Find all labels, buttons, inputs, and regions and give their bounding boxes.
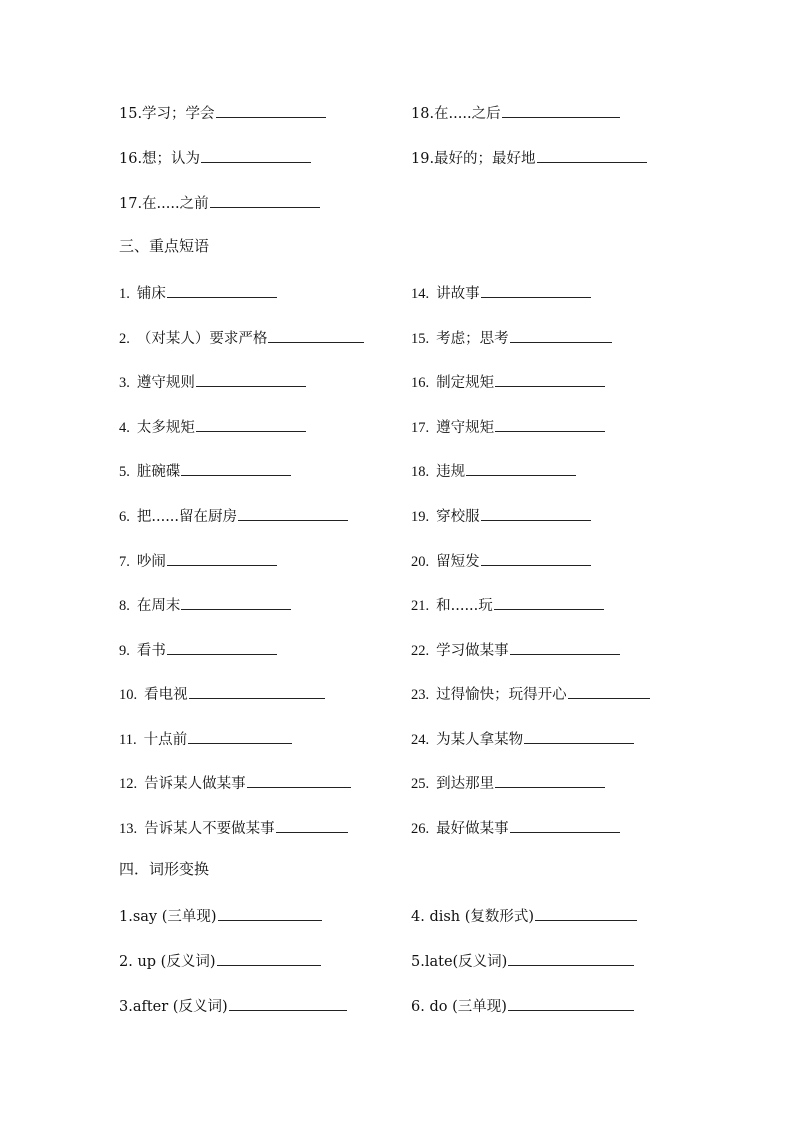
answer-blank[interactable] — [510, 639, 620, 655]
answer-blank[interactable] — [188, 728, 292, 744]
word-form-prompt: 4. dish (复数形式) — [411, 909, 535, 925]
item-number: 22. — [411, 643, 430, 659]
answer-blank[interactable] — [216, 102, 326, 118]
answer-blank[interactable] — [524, 728, 634, 744]
word-form-prompt: 1.say (三单现) — [119, 909, 217, 925]
answer-blank[interactable] — [167, 550, 277, 566]
phrase-prompt: 把......留在厨房 — [136, 509, 238, 525]
item-number: 16. — [411, 375, 430, 391]
answer-blank[interactable] — [196, 371, 306, 387]
item-number: 20. — [411, 554, 430, 570]
word-form-item — [119, 950, 321, 972]
phrase-prompt: 讲故事 — [436, 286, 480, 302]
vocab-prompt: 19.最好的；最好地 — [411, 151, 536, 167]
answer-blank[interactable] — [196, 416, 306, 432]
phrase-item — [119, 550, 277, 572]
answer-blank[interactable] — [481, 550, 591, 566]
answer-blank[interactable] — [167, 282, 277, 298]
phrase-prompt: 脏碗碟 — [136, 464, 181, 480]
phrase-row — [119, 637, 679, 661]
phrase-prompt: （对某人）要求严格 — [136, 331, 268, 347]
phrase-item — [119, 772, 351, 794]
answer-blank[interactable] — [181, 594, 291, 610]
answer-blank[interactable] — [189, 683, 325, 699]
word-form-row — [119, 993, 679, 1017]
phrase-item — [411, 772, 605, 794]
answer-blank[interactable] — [535, 905, 637, 921]
phrase-item — [119, 817, 348, 839]
answer-blank[interactable] — [537, 147, 647, 163]
phrase-prompt: 最好做某事 — [436, 821, 509, 837]
phrase-prompt: 过得愉快；玩得开心 — [436, 687, 567, 703]
phrase-item — [411, 550, 591, 572]
item-number: 3. — [119, 375, 130, 391]
phrase-item — [411, 594, 604, 616]
phrase-prompt: 太多规矩 — [136, 420, 195, 436]
phrase-prompt: 到达那里 — [436, 776, 495, 792]
phrase-item — [411, 416, 605, 438]
phrase-row — [119, 280, 679, 304]
answer-blank[interactable] — [167, 639, 277, 655]
answer-blank[interactable] — [217, 950, 321, 966]
phrase-prompt: 遵守规则 — [136, 375, 195, 391]
item-number: 24. — [411, 732, 430, 748]
phrase-item — [411, 460, 576, 482]
phrase-item — [411, 371, 605, 393]
vocab-item — [411, 147, 647, 169]
phrase-row — [119, 414, 679, 438]
phrase-prompt: 留短发 — [436, 554, 480, 570]
vocab-item — [119, 147, 311, 169]
word-form-row — [119, 948, 679, 972]
phrase-prompt: 和......玩 — [436, 598, 493, 614]
answer-blank[interactable] — [181, 460, 291, 476]
item-number: 19. — [411, 509, 430, 525]
answer-blank[interactable] — [508, 950, 634, 966]
answer-blank[interactable] — [268, 327, 364, 343]
item-number: 11. — [119, 732, 137, 748]
answer-blank[interactable] — [466, 460, 576, 476]
phrase-row — [119, 726, 679, 750]
phrase-prompt: 看书 — [136, 643, 166, 659]
phrase-item — [119, 505, 348, 527]
item-number: 13. — [119, 821, 138, 837]
word-form-row — [119, 903, 679, 927]
word-form-prompt: 5.late(反义词) — [411, 954, 508, 970]
phrase-row — [119, 503, 679, 527]
answer-blank[interactable] — [510, 817, 620, 833]
phrase-item — [119, 594, 291, 616]
item-number: 26. — [411, 821, 430, 837]
phrase-item — [119, 416, 306, 438]
phrase-item — [411, 505, 591, 527]
phrase-prompt: 考虑；思考 — [436, 331, 509, 347]
phrase-item — [119, 728, 292, 750]
vocab-item — [411, 102, 620, 124]
answer-blank[interactable] — [568, 683, 650, 699]
answer-blank[interactable] — [495, 371, 605, 387]
answer-blank[interactable] — [510, 327, 612, 343]
phrase-prompt: 在周末 — [136, 598, 181, 614]
item-number: 9. — [119, 643, 130, 659]
phrase-row — [119, 548, 679, 572]
item-number: 17. — [411, 420, 430, 436]
answer-blank[interactable] — [238, 505, 348, 521]
item-number: 14. — [411, 286, 430, 302]
item-number: 8. — [119, 598, 130, 614]
answer-blank[interactable] — [481, 505, 591, 521]
phrase-item — [411, 817, 620, 839]
word-form-prompt: 2. up (反义词) — [119, 954, 216, 970]
phrase-prompt: 学习做某事 — [436, 643, 509, 659]
word-form-prompt: 3.after (反义词) — [119, 999, 228, 1015]
answer-blank[interactable] — [247, 772, 351, 788]
phrase-item — [411, 639, 620, 661]
item-number: 6. — [119, 509, 130, 525]
word-form-item — [411, 995, 634, 1017]
answer-blank[interactable] — [495, 416, 605, 432]
phrase-item — [119, 639, 277, 661]
answer-blank[interactable] — [494, 594, 604, 610]
vocab-prompt: 18.在.....之后 — [411, 106, 501, 122]
phrase-prompt: 铺床 — [136, 286, 166, 302]
phrase-prompt: 告诉某人不要做某事 — [144, 821, 275, 837]
item-number: 15. — [411, 331, 430, 347]
phrase-prompt: 告诉某人做某事 — [144, 776, 246, 792]
phrase-prompt: 制定规矩 — [436, 375, 495, 391]
phrase-item — [119, 371, 306, 393]
phrase-item — [119, 282, 277, 304]
answer-blank[interactable] — [502, 102, 620, 118]
vocab-item — [119, 102, 326, 124]
phrase-item — [411, 683, 650, 705]
phrase-prompt: 违规 — [436, 464, 466, 480]
phrase-prompt: 十点前 — [143, 732, 188, 748]
phrase-row — [119, 815, 679, 839]
answer-blank[interactable] — [218, 905, 322, 921]
section-heading: 三、重点短语 — [119, 237, 210, 255]
vocab-prompt: 16.想；认为 — [119, 151, 201, 167]
item-number: 21. — [411, 598, 430, 614]
word-form-item — [119, 905, 322, 927]
answer-blank[interactable] — [508, 995, 634, 1011]
vocab-item — [119, 192, 320, 214]
item-number: 7. — [119, 554, 130, 570]
item-number: 1. — [119, 286, 130, 302]
vocab-prompt: 17.在.....之前 — [119, 196, 209, 212]
word-form-item — [411, 905, 637, 927]
word-form-item — [119, 995, 347, 1017]
phrase-row — [119, 592, 679, 616]
phrase-item — [411, 728, 634, 750]
answer-blank[interactable] — [481, 282, 591, 298]
item-number: 5. — [119, 464, 130, 480]
item-number: 10. — [119, 687, 138, 703]
phrase-row — [119, 770, 679, 794]
vocab-row — [119, 190, 679, 214]
phrase-row — [119, 325, 679, 349]
answer-blank[interactable] — [210, 192, 320, 208]
vocab-row — [119, 145, 679, 169]
item-number: 12. — [119, 776, 138, 792]
word-form-item — [411, 950, 634, 972]
answer-blank[interactable] — [276, 817, 348, 833]
phrase-item — [119, 460, 291, 482]
item-number: 25. — [411, 776, 430, 792]
vocab-row — [119, 100, 679, 124]
phrase-row — [119, 458, 679, 482]
item-number: 2. — [119, 331, 130, 347]
item-number: 4. — [119, 420, 130, 436]
item-number: 23. — [411, 687, 430, 703]
phrase-prompt: 看电视 — [144, 687, 188, 703]
phrase-row — [119, 369, 679, 393]
phrase-prompt: 穿校服 — [436, 509, 480, 525]
phrase-prompt: 遵守规矩 — [436, 420, 495, 436]
phrase-item — [119, 683, 325, 705]
answer-blank[interactable] — [229, 995, 347, 1011]
phrase-prompt: 吵闹 — [136, 554, 166, 570]
phrase-row — [119, 681, 679, 705]
phrase-item — [411, 282, 591, 304]
phrase-item — [411, 327, 612, 349]
phrase-item — [119, 327, 364, 349]
phrase-prompt: 为某人拿某物 — [436, 732, 524, 748]
answer-blank[interactable] — [201, 147, 311, 163]
vocab-prompt: 15.学习；学会 — [119, 106, 215, 122]
section-heading: 四．词形变换 — [119, 860, 210, 878]
item-number: 18. — [411, 464, 430, 480]
answer-blank[interactable] — [495, 772, 605, 788]
word-form-prompt: 6. do (三单现) — [411, 999, 507, 1015]
